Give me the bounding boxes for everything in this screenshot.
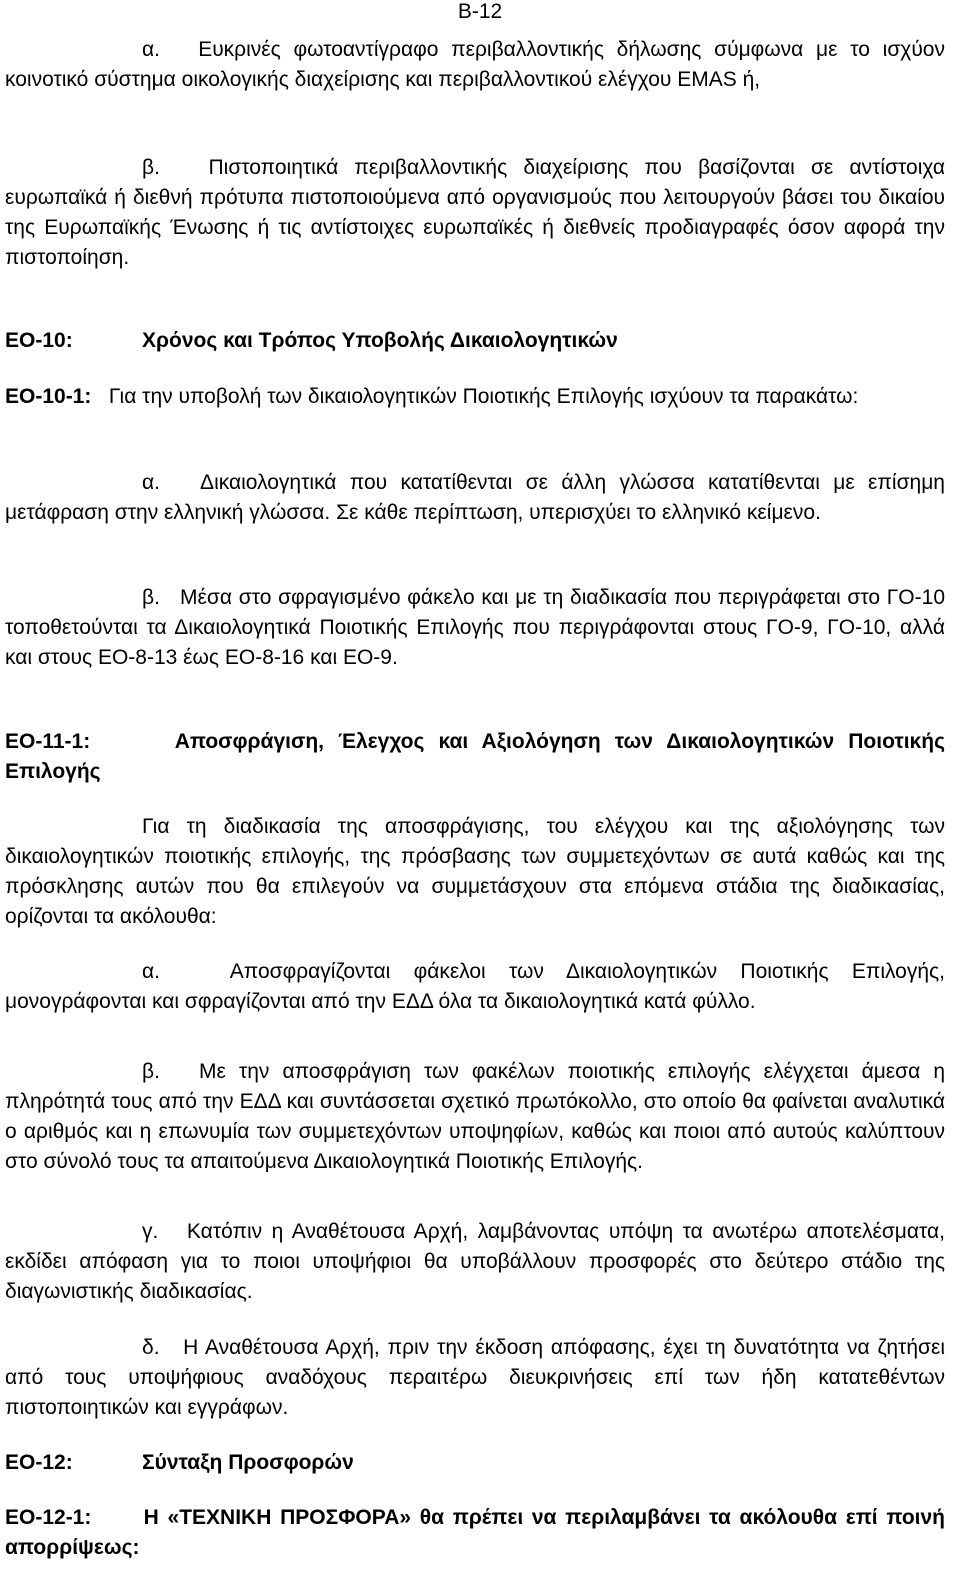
section-eo-12-heading	[5, 1448, 945, 1478]
section-eo-10-heading	[5, 326, 945, 356]
section-code: ΕΟ-12:	[5, 1451, 73, 1474]
section-text: Η «ΤΕΧΝΙΚΗ ΠΡΟΣΦΟΡΑ» θα πρέπει να περιλαμβάνει τα ακόλουθα επί ποινή απορρίψεως:	[5, 1506, 946, 1559]
intro-item-b: β. Πιστοποιητικά περιβαλλοντικής διαχείρισης που βασίζονται σε αντίστοιχα ευρωπαϊκά ή διεθνή πρότυπα πιστοποιούμενα από οργανισμούς που λειτουργούν βάσει του δικαίου της Ευρωπαϊκής Ένωσης ή τις αντίστοιχες ευρωπαϊκές ή διεθνείς προδιαγραφές όσον αφορά την πιστοποίηση.	[5, 156, 945, 269]
section-code: ΕΟ-11-1:	[5, 730, 91, 753]
eo-11-1-item-b: β. Με την αποσφράγιση των φακέλων ποιοτικής επιλογής ελέγχεται άμεσα η πληρότητά τους από την ΕΔΔ και συντάσσεται σχετικό πρωτόκολλο, στο οποίο θα φαίνεται αναλυτικά ο αριθμός και η επωνυμία των συμμετεχόντων υποψηφίων, καθώς και ποιοι από αυτούς καλύπτουν στο σύνολό τους τα απαιτούμενα Δικαιολογητικά Ποιοτικής Επιλογής.	[5, 1060, 945, 1173]
section-eo-12-1-paragraph	[5, 1503, 945, 1563]
section-code: ΕΟ-10-1:	[5, 385, 92, 408]
section-code: ΕΟ-12-1:	[5, 1506, 92, 1529]
page-number: B-12	[457, 0, 503, 23]
eo-10-1-item-a: α. Δικαιολογητικά που κατατίθενται σε άλλη γλώσσα κατατίθενται με επίσημη μετάφραση στην ελληνική γλώσσα. Σε κάθε περίπτωση, υπερισχύει το ελληνικό κείμενο.	[5, 471, 945, 524]
eo-11-1-item-d: δ. Η Αναθέτουσα Αρχή, πριν την έκδοση απόφασης, έχει τη δυνατότητα να ζητήσει από τους υποψήφιους αναδόχους περαιτέρω διευκρινήσεις επί των ήδη κατατεθέντων πιστοποιητικών και εγγράφων.	[5, 1336, 945, 1419]
section-title: Σύνταξη Προσφορών	[142, 1451, 354, 1474]
section-eo-11-1-heading	[5, 727, 945, 787]
intro-item-a: α. Ευκρινές φωτοαντίγραφο περιβαλλοντικής δήλωσης σύμφωνα με το ισχύον κοινοτικό σύστημα οικολογικής διαχείρισης και περιβαλλοντικού ελέγχου EMAS ή,	[5, 38, 945, 91]
section-code: ΕΟ-10:	[5, 329, 73, 352]
section-text: Για την υποβολή των δικαιολογητικών Ποιοτικής Επιλογής ισχύουν τα παρακάτω:	[91, 385, 859, 408]
section-title: Αποσφράγιση, Έλεγχος και Αξιολόγηση των Δικαιολογητικών Ποιοτικής Επιλογής	[5, 730, 945, 783]
eo-11-1-intro: Για τη διαδικασία της αποσφράγισης, του ελέγχου και της αξιολόγησης των δικαιολογητικών ποιοτικής επιλογής, της πρόσβασης των συμμετεχόντων σε αυτά καθώς και της πρόσκλησης αυτών που θα επιλεγούν να συμμετάσχουν στα επόμενα στάδια της διαδικασίας, ορίζονται τα ακόλουθα:	[5, 815, 945, 928]
eo-11-1-item-a: α. Αποσφραγίζονται φάκελοι των Δικαιολογητικών Ποιοτικής Επιλογής, μονογράφονται και σφραγίζονται από την ΕΔΔ όλα τα δικαιολογητικά κατά φύλλο.	[5, 960, 945, 1013]
eo-10-1-item-b: β. Μέσα στο σφραγισμένο φάκελο και με τη διαδικασία που περιγράφεται στο ΓΟ-10 τοποθετούνται τα Δικαιολογητικά Ποιοτικής Επιλογής που περιγράφονται στους ΓΟ-9, ΓΟ-10, αλλά και στους ΕΟ-8-13 έως ΕΟ-8-16 και ΕΟ-9.	[5, 586, 945, 669]
section-eo-10-1-paragraph	[5, 382, 945, 412]
eo-11-1-item-c: γ. Κατόπιν η Αναθέτουσα Αρχή, λαμβάνοντας υπόψη τα ανωτέρω αποτελέσματα, εκδίδει απόφαση για το ποιοι υποψήφιοι θα υποβάλλουν προσφορές στο δεύτερο στάδιο της διαγωνιστικής διαδικασίας.	[5, 1220, 945, 1303]
section-title: Χρόνος και Τρόπος Υποβολής Δικαιολογητικών	[142, 329, 618, 352]
